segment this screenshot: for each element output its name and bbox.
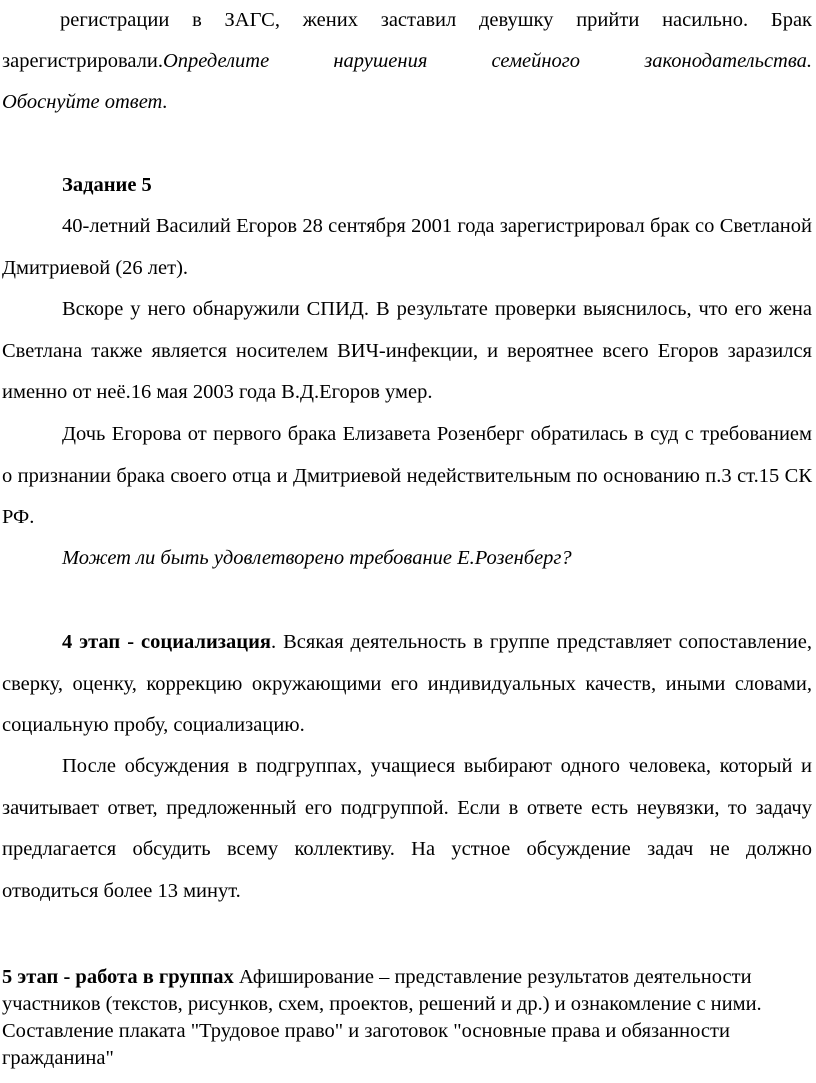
task4-line2	[2, 41, 812, 83]
task5-paragraph-2: Вскоре у него обнаружили СПИД. В результате проверки выяснилось, что его жена Светлана также является носителем ВИЧ-инфекции, и вероятнее всего Егоров заразился именно от неё.16 мая 2003 года В.Д.Егоров умер.	[2, 298, 812, 403]
task5-heading: Задание 5	[62, 174, 152, 196]
task4-line3	[2, 82, 812, 124]
task5-question: Может ли быть удовлетворено требование Е.Розенберг?	[62, 547, 572, 569]
stage4-paragraph-1	[2, 622, 812, 747]
stage4-text: . Всякая деятельность в группе представляет сопоставление, сверку, оценку, коррекцию окружающими его индивидуальных качеств, иными словами, социальную пробу, социализацию.	[2, 631, 813, 736]
task4-text-line2: зарегистрировали.	[2, 50, 163, 72]
task4-line1	[2, 0, 812, 42]
task5-paragraph-3: Дочь Егорова от первого брака Елизавета Розенберг обратилась в суд с требованием о признании брака своего отца и Дмитриевой недействительным по основанию п.3 ст.15 СК РФ.	[2, 423, 812, 528]
task4-question: Определите нарушения семейного законодательства.	[162, 50, 812, 72]
task4-text-line1: регистрации в ЗАГС, жених заставил девушку прийти насильно. Брак	[60, 9, 812, 31]
stage5-text: Афиширование – представление результатов деятельности участников (текстов, рисунков, схем, проектов, решений и др.) и ознакомление с ними. Составление плаката "Трудовое право" и заготовок "основные права и обязанности гражданина"	[2, 966, 762, 1069]
task4-question-end: Обоснуйте ответ.	[2, 91, 168, 113]
stage5-title: 5 этап - работа в группах	[2, 966, 234, 988]
stage5-paragraph	[2, 964, 812, 1072]
stage4-paragraph-2: После обсуждения в подгруппах, учащиеся выбирают одного человека, который и зачитывает ответ, предложенный его подгруппой. Если в ответе есть неувязки, то задачу предлагается обсудить всему коллективу. На устное обсуждение задач не должно отводиться более 13 минут.	[2, 755, 812, 902]
stage4-title: 4 этап - социализация	[62, 631, 271, 653]
task5-paragraph-1: 40-летний Василий Егоров 28 сентября 2001 года зарегистрировал брак со Светланой Дмитриевой (26 лет).	[2, 215, 812, 279]
